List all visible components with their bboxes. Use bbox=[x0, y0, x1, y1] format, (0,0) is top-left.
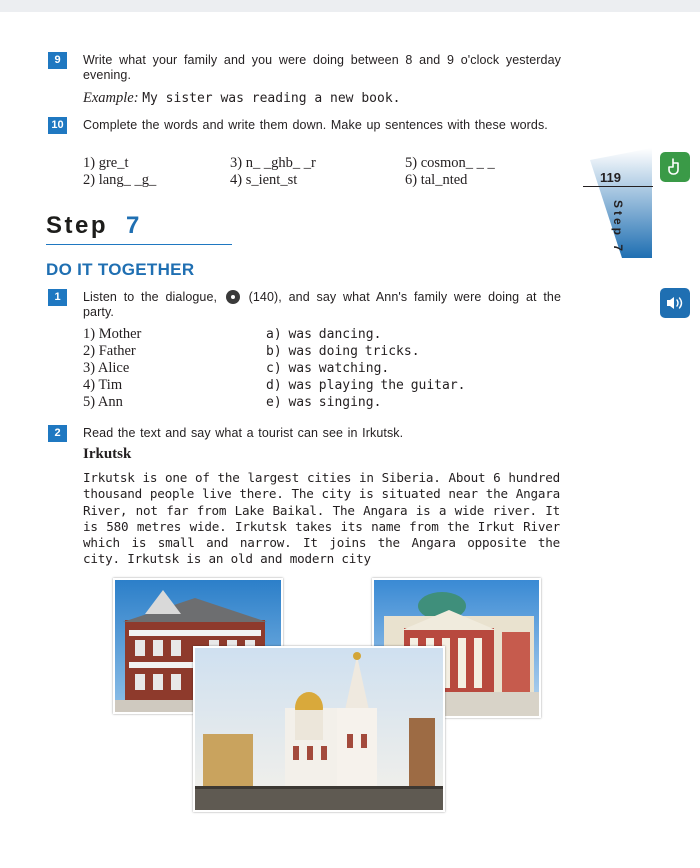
action-b: b) was doing tricks. bbox=[266, 344, 420, 359]
word-2: 2) lang_ _g_ bbox=[83, 172, 157, 188]
exercise-9-instruction: Write what your family and you were doing between 8 and 9 o'clock yesterday evening. bbox=[83, 53, 561, 82]
person-1: 1) Mother bbox=[83, 326, 142, 342]
speaker-icon-glyph bbox=[665, 295, 685, 311]
exercise-2-instruction: Read the text and say what a tourist can see in Irkutsk. bbox=[83, 426, 404, 440]
word-6: 6) tal_nted bbox=[405, 172, 468, 188]
reading-text: Irkutsk is one of the largest cities in Siberia. About 6 hundred thousand people live there. The city is situated near the Angara River, not far from Lake Baikal. The Angara is a wide river. It is 580 metres wide. Irkutsk takes its name from the Irkut River which is small and narrow. It joins the Angara opposite the city. Irkutsk is an old and modern city bbox=[83, 470, 560, 567]
step-underline bbox=[46, 244, 232, 245]
exercise-9-number: 9 bbox=[48, 52, 67, 69]
person-4: 4) Tim bbox=[83, 377, 123, 393]
page-number: 119 bbox=[600, 170, 621, 185]
side-step-label: Step 7 bbox=[611, 199, 625, 254]
word-4: 4) s_ient_st bbox=[230, 172, 298, 188]
action-a: a) was dancing. bbox=[266, 327, 382, 342]
step-label: Step bbox=[46, 212, 109, 239]
exercise-2-number: 2 bbox=[48, 425, 67, 442]
section-title: DO IT TOGETHER bbox=[46, 260, 195, 279]
exercise-9-example bbox=[83, 90, 400, 107]
exercise-1-instruction-b: (140), and say what Ann's family were doing at the party. bbox=[83, 290, 562, 319]
speaker-icon[interactable] bbox=[660, 288, 690, 318]
person-2: 2) Father bbox=[83, 343, 136, 359]
word-3: 3) n_ _ghb_ _r bbox=[230, 155, 316, 171]
exercise-10-instruction: Complete the words and write them down. Make up sentences with these words. bbox=[83, 118, 548, 132]
action-e: e) was singing. bbox=[266, 395, 382, 410]
reading-title: Irkutsk bbox=[83, 446, 132, 462]
example-text: My sister was reading a new book. bbox=[142, 91, 401, 106]
photo-church bbox=[193, 646, 445, 812]
hand-icon-glyph bbox=[666, 157, 684, 177]
exercise-10-number: 10 bbox=[48, 117, 67, 134]
step-number: 7 bbox=[126, 212, 142, 239]
example-label: Example: bbox=[83, 90, 139, 106]
action-c: c) was watching. bbox=[266, 361, 390, 376]
hand-icon[interactable] bbox=[660, 152, 690, 182]
page-top-bar bbox=[0, 0, 700, 12]
word-1: 1) gre_t bbox=[83, 155, 129, 171]
church-illustration bbox=[195, 648, 443, 810]
step-heading bbox=[46, 212, 142, 240]
exercise-1-instruction-a: Listen to the dialogue, bbox=[83, 290, 218, 304]
exercise-1-instruction bbox=[83, 290, 561, 319]
person-3: 3) Alice bbox=[83, 360, 130, 376]
exercise-1-number: 1 bbox=[48, 289, 67, 306]
action-d: d) was playing the guitar. bbox=[266, 378, 466, 393]
word-5: 5) cosmon_ _ _ bbox=[405, 155, 495, 171]
cd-icon[interactable] bbox=[226, 290, 240, 304]
person-5: 5) Ann bbox=[83, 394, 123, 410]
